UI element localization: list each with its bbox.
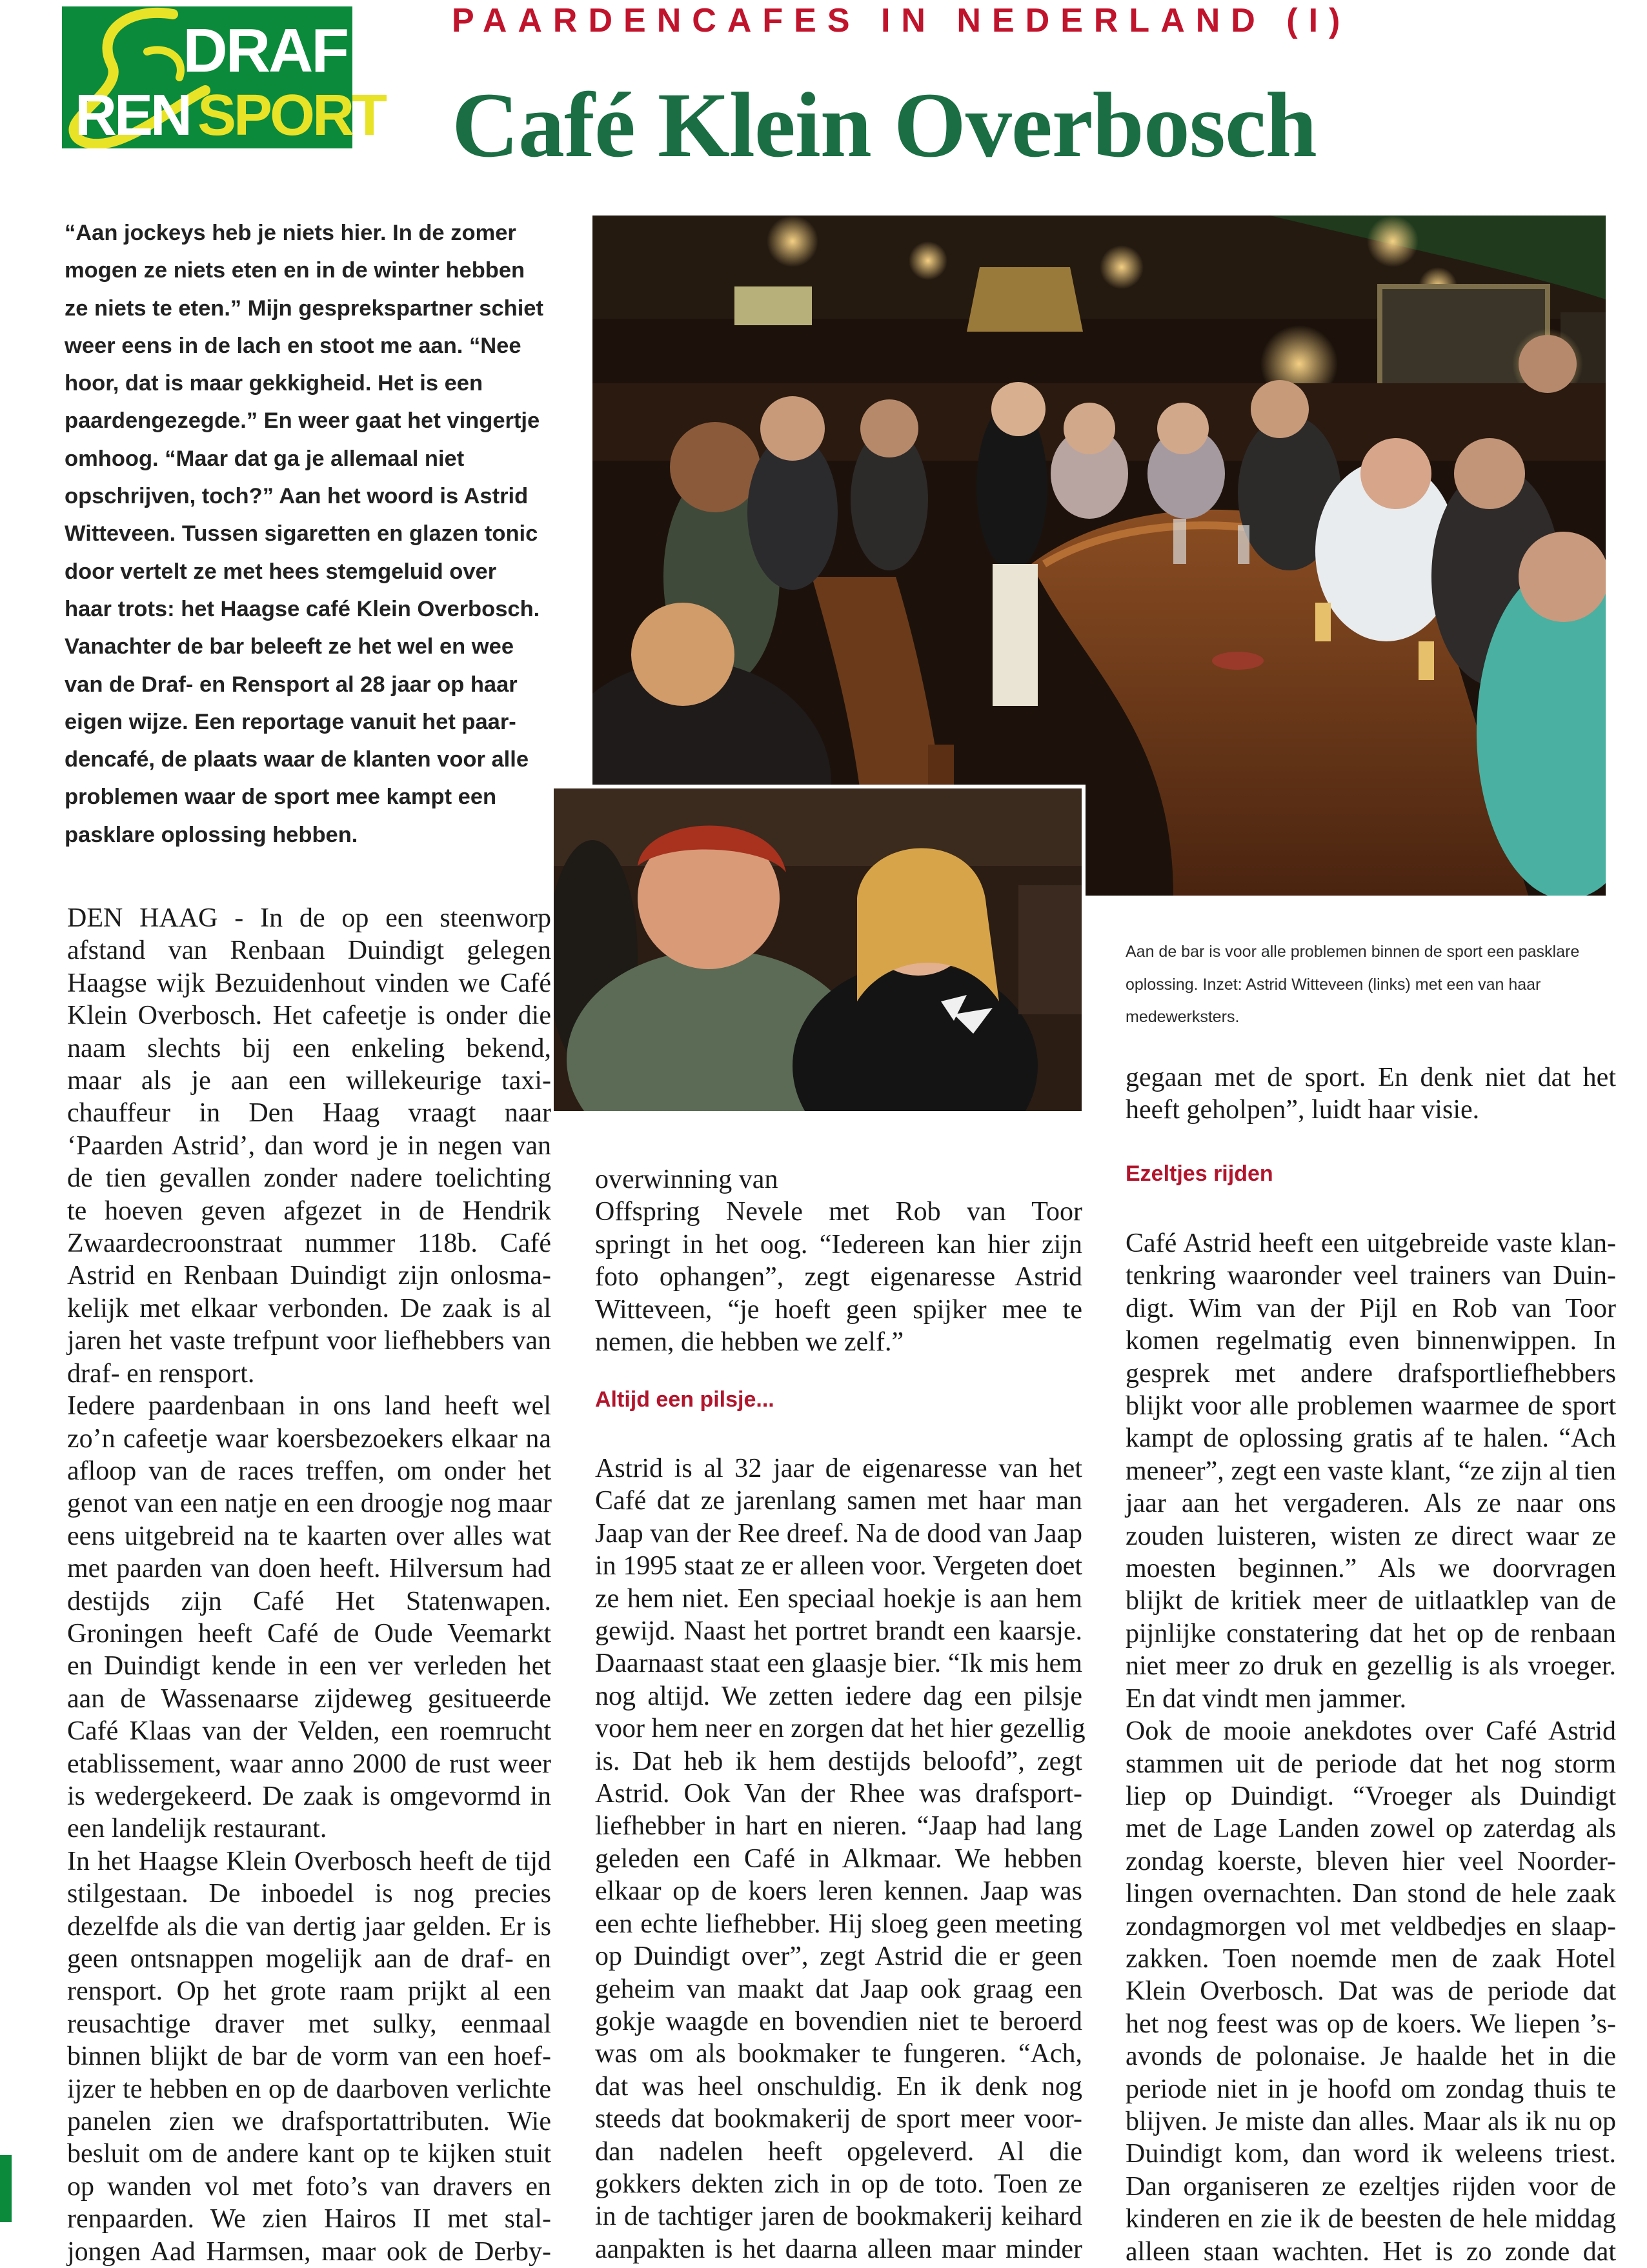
body-line: Café dat ze jarenlang samen met haar man: [595, 1486, 1082, 1516]
intro-line: omhoog. “Maar dat ga je allemaal niet: [65, 446, 465, 471]
body-line: genot van een natje en een droogje nog maar: [67, 1489, 552, 1519]
body-line: Duindigt kom, dan word ik weleens triest.: [1126, 2139, 1616, 2169]
body-line: zakken. Toen noemde men de zaak Hotel: [1126, 1943, 1616, 1974]
body-line: Café Astrid heeft een uitgebreide vaste klan-: [1126, 1229, 1616, 1258]
body-line: ze hem niet. Een speciaal hoekje is aan hem: [595, 1583, 1082, 1614]
body-line: Astrid is al 32 jaar de eigenaresse van het: [595, 1454, 1082, 1483]
body-line: met de Lage Landen zowel op zaterdag als: [1126, 1814, 1616, 1844]
body-column-2-top: [595, 1163, 1082, 1358]
body-line: aan de Wassenaarse zijdeweg gesitueerde: [67, 1683, 551, 1714]
body-line: destijds zijn Café Het Statenwapen.: [67, 1586, 551, 1616]
body-line: gesprek met andere drafsportliefhebbers: [1126, 1358, 1616, 1389]
intro-line: hoor, dat is maar gekkigheid. Het is een: [65, 371, 483, 396]
body-line: afloop van de races treffen, om onder het: [67, 1456, 551, 1486]
body-line: een echte liefhebber. Hij sloeg geen meeting: [595, 1909, 1082, 1939]
intro-line: eigen wijze. Een reportage vanuit het paar-: [65, 709, 516, 734]
body-line: ijzer te hebben en op de daarboven verlichte: [67, 2074, 551, 2104]
intro-line: pasklare oplossing hebben.: [65, 822, 358, 847]
body-line: zondag koerste, bleven hier veel Noorder-: [1126, 1846, 1616, 1876]
body-line: pijnlijke constatering dat het op de renbaan: [1126, 1618, 1616, 1649]
body-line: kampt de oplossing gratis af te halen. “Ach: [1126, 1423, 1616, 1454]
body-line: voor hem neer en zorgen dat het hier gezellig: [595, 1714, 1086, 1744]
body-line: moesten beginnen.” Als we doorvragen: [1126, 1554, 1616, 1584]
body-line: geen ontsnappen mogelijk aan de draf- en: [67, 1944, 551, 1974]
body-line: lingen overnachten. Dan stond de hele zaak: [1126, 1879, 1616, 1909]
logo-ren-text: REN: [75, 83, 190, 148]
body-line: met paarden van doen heeft. Hilversum had: [67, 1554, 551, 1584]
body-line: Groningen heeft Café de Oude Veemarkt: [67, 1618, 551, 1649]
body-line: meneer”, zegt een vaste klant, “ze zijn al tien: [1126, 1456, 1616, 1486]
body-line: de tien gevallen zonder nadere toelichting: [67, 1163, 551, 1194]
body-line: panelen zien we drafsportattributen. Wie: [67, 2107, 551, 2137]
body-line: jongen Aad Harmsen, maar ook de Derby-: [67, 2236, 551, 2267]
intro-paragraph: [65, 214, 555, 854]
body-line: renpaarden. We zien Hairos II met stal-: [67, 2204, 551, 2234]
body-line: etablissement, waar anno 2000 de rust weer: [67, 1749, 551, 1779]
logo-draf-text: DRAF: [183, 16, 347, 85]
body-column-3: [1126, 1227, 1616, 2268]
body-column-1: [67, 902, 551, 2268]
body-line: chauffeur in Den Haag vraagt naar: [67, 1098, 551, 1129]
body-line: gokkers dekten zich in op de toto. Toen ze: [595, 2169, 1082, 2199]
body-line: afstand van Renbaan Duindigt gelegen: [67, 936, 551, 966]
body-line: zo’n cafeetje waar koersbezoekers elkaar na: [67, 1423, 551, 1454]
body-line: geleden een Café in Alkmaar. We hebben: [595, 1843, 1082, 1874]
intro-line: Vanachter de bar beleeft ze het wel en wee: [65, 634, 514, 659]
body-line: Offspring Nevele met Rob van Toor: [595, 1197, 1082, 1227]
body-line: blijkt de kritiek meer de uitlaatklep van de: [1126, 1586, 1616, 1616]
body-line: te hoeven geven afgezet in de Hendrik: [67, 1196, 551, 1226]
body-line: stilgestaan. De inboedel is nog precies: [67, 1879, 551, 1909]
body-line: stammen uit de periode dat het nog storm: [1126, 1749, 1616, 1779]
intro-line: problemen waar de sport mee kampt een: [65, 785, 497, 810]
body-line: jaar aan het vergaderen. Als ze naar ons: [1126, 1489, 1616, 1519]
body-line: nemen, die hebben we zelf.”: [595, 1327, 904, 1358]
body-line: Witteveen, “je hoeft geen spijker mee te: [595, 1294, 1082, 1325]
body-line: elkaar op de koers leren kennen. Jaap was: [595, 1876, 1082, 1907]
intro-line: weer eens in de lach en stoot me aan. “Nee: [65, 333, 521, 358]
intro-line: door vertelt ze met hees stemgeluid over: [65, 559, 497, 584]
body-line: En dat vindt men jammer.: [1126, 1683, 1407, 1714]
body-line: Daarnaast staat een glaasje bier. “Ik mis hem: [595, 1649, 1082, 1679]
body-line: Klein Overbosch. Dat was de periode dat: [1126, 1976, 1616, 2007]
body-line: periode niet in je hoofd om zondag thuis te: [1126, 2074, 1616, 2104]
body-line: binnen blijkt de bar de vorm van een hoef-: [67, 2042, 551, 2072]
body-line: is. Dat heb ik hem destijds beloofd”, zegt: [595, 1746, 1082, 1776]
caption-line: oplossing. Inzet: Astrid Witteveen (links) met een van haar: [1126, 975, 1541, 994]
body-line: tenkring waaronder veel trainers van Duin-: [1126, 1261, 1616, 1291]
body-line: op Duindigt over”, zegt Astrid die er geen: [595, 1942, 1082, 1972]
body-line: is wedergekeerd. De zaak is omgevormd in: [67, 1781, 551, 1811]
body-line: ‘Paarden Astrid’, dan word je in negen van: [67, 1130, 551, 1161]
body-line: in 1995 staat ze er alleen voor. Vergeten doet: [595, 1551, 1082, 1581]
page-edge-tab: [0, 2155, 12, 2222]
draf-rensport-logo: [50, 6, 385, 148]
body-line: en Duindigt kende in een ver verleden het: [67, 1651, 551, 1681]
intro-line: ze niets te eten.” Mijn gesprekspartner schiet: [65, 296, 543, 321]
body-line: Astrid en Renbaan Duindigt zijn onlosma-: [67, 1261, 551, 1291]
body-line: reusachtige draver met sulky, eenmaal: [67, 2009, 551, 2039]
body-line: digt. Wim van der Pijl en Rob van Toor: [1126, 1293, 1616, 1323]
body-line: komen regelmatig even binnenwippen. In: [1126, 1326, 1616, 1356]
logo-sport-text: SPORT: [197, 83, 385, 148]
body-line: was om als bookmaker te fungeren. “Ach,: [595, 2039, 1082, 2069]
body-line: overwinning van: [595, 1165, 778, 1194]
body-line: Klein Overbosch. Het cafeetje is onder die: [67, 1001, 551, 1031]
body-line: naam slechts bij een enkeling bekend,: [67, 1033, 551, 1063]
body-line: aanpakten is het daarna alleen maar minder: [595, 2234, 1082, 2264]
body-line: Zwaardecroonstraat nummer 118b. Café: [67, 1229, 551, 1259]
body-line: Haagse wijk Bezuidenhout vinden we Café: [67, 968, 551, 998]
body-line: blijkt voor alle problemen waarmee de sport: [1126, 1391, 1616, 1421]
body-line: DEN HAAG - In de op een steenworp: [67, 903, 551, 933]
body-line: liefhebber in hart en nieren. “Jaap had lang: [595, 1811, 1082, 1841]
body-line: eens uitgebreid na te kaarten over alles wat: [67, 1521, 551, 1551]
intro-line: dencafé, de plaats waar de klanten voor alle: [65, 747, 529, 772]
body-line: Dan organiseren ze ezeltjes rijden voor de: [1126, 2171, 1616, 2202]
body-line: kinderen en zie ik de beesten de hele middag: [1126, 2204, 1616, 2234]
body-line: steeds dat bookmakerij de sport meer voor-: [595, 2104, 1082, 2134]
body-column-2: [595, 1452, 1086, 2265]
inset-portrait-photo: [554, 788, 1082, 1111]
body-line: nog altijd. We zetten iedere dag een pilsje: [595, 1681, 1082, 1711]
intro-line: van de Draf- en Rensport al 28 jaar op haar: [65, 672, 518, 697]
body-line: kelijk met elkaar verbonden. De zaak is al: [67, 1293, 551, 1323]
body-line: Astrid. Ook Van der Rhee was drafsport-: [595, 1779, 1082, 1809]
body-line: op wanden vol met foto’s van dravers en: [67, 2171, 551, 2202]
body-line: Iedere paardenbaan in ons land heeft wel: [67, 1391, 551, 1421]
article-headline: Café Klein Overbosch: [452, 74, 1317, 177]
intro-line: Witteveen. Tussen sigaretten en glazen tonic: [65, 521, 538, 547]
intro-line: haar trots: het Haagse café Klein Overbosch.: [65, 596, 540, 621]
body-line: gokje waagde en bovendien niet te beroerd: [595, 2006, 1082, 2036]
subhead-altijd-een-pilsje: Altijd een pilsje...: [595, 1387, 774, 1412]
body-line: In het Haagse Klein Overbosch heeft de tijd: [67, 1846, 551, 1876]
body-line: jaren het vaste trefpunt voor liefhebbers van: [67, 1326, 551, 1356]
body-line: dat was heel onschuldig. En ik denk nog: [595, 2071, 1082, 2102]
body-line: in de tachtiger jaren de bookmakerij keihard: [595, 2202, 1082, 2232]
body-line: dan nadelen heeft opgeleverd. Al die: [595, 2136, 1082, 2167]
body-line: blijven. Je miste dan alles. Maar als ik nu op: [1126, 2106, 1616, 2136]
body-line: foto ophangen”, zegt eigenaresse Astrid: [595, 1262, 1082, 1292]
body-line: niet meer zo druk en gezellig is als vroeger.: [1126, 1651, 1616, 1681]
body-line: liep op Duindigt. “Vroeger als Duindigt: [1126, 1781, 1616, 1811]
body-line: gewijd. Naast het portret brandt een kaarsje.: [595, 1616, 1082, 1647]
series-kicker: PAARDENCAFES IN NEDERLAND (I): [452, 2, 1351, 39]
body-line: besluit om de andere kant op te kijken stuit: [67, 2139, 551, 2169]
intro-line: mogen ze niets eten en in de winter hebben: [65, 258, 525, 283]
body-line: gegaan met de sport. En denk niet dat het: [1126, 1063, 1616, 1092]
body-line: zondagmorgen vol met veldbedjes en slaap-: [1126, 1911, 1616, 1942]
intro-line: paardengezegde.” En weer gaat het vingertje: [65, 408, 540, 434]
body-line: avonds de polonaise. Je haalde het in die: [1126, 2042, 1616, 2072]
caption-line: medewerksters.: [1126, 1008, 1240, 1027]
body-line: draf- en rensport.: [67, 1358, 255, 1389]
intro-line: opschrijven, toch?” Aan het woord is Astrid: [65, 484, 529, 509]
body-line: Ook de mooie anekdotes over Café Astrid: [1126, 1716, 1616, 1747]
body-column-3-top: [1126, 1061, 1616, 1127]
body-line: dezelfde als die van dertig jaar gelden. Er is: [67, 1911, 551, 1942]
body-line: Café Klaas van der Velden, een roemrucht: [67, 1716, 551, 1747]
photo-caption: [1126, 936, 1616, 1034]
body-line: rensport. Op het grote raam prijkt al een: [67, 1976, 551, 2007]
subhead-ezeltjes-rijden: Ezeltjes rijden: [1126, 1161, 1273, 1186]
body-line: heeft geholpen”, luidt haar visie.: [1126, 1095, 1480, 1125]
body-line: Jaap van der Ree dreef. Na de dood van Jaap: [595, 1518, 1082, 1549]
intro-line: “Aan jockeys heb je niets hier. In de zomer: [65, 221, 516, 245]
body-line: een landelijk restaurant.: [67, 1814, 327, 1844]
inset-scene-illustration: [554, 788, 1082, 1111]
body-line: geheim van maakt dat Jaap ook graag een: [595, 1974, 1082, 2004]
body-line: springt in het oog. “Iedereen kan hier zijn: [595, 1229, 1082, 1259]
body-line: alleen staan wachten. Het is zo zonde dat: [1126, 2236, 1616, 2267]
body-line: zouden luisteren, wisten ze direct waar ze: [1126, 1521, 1616, 1551]
body-line: maar als je aan een willekeurige taxi-: [67, 1066, 551, 1096]
caption-line: Aan de bar is voor alle problemen binnen de sport een pasklare: [1126, 943, 1580, 961]
body-line: het nog feest was op de koers. We liepen ’s-: [1126, 2009, 1616, 2039]
